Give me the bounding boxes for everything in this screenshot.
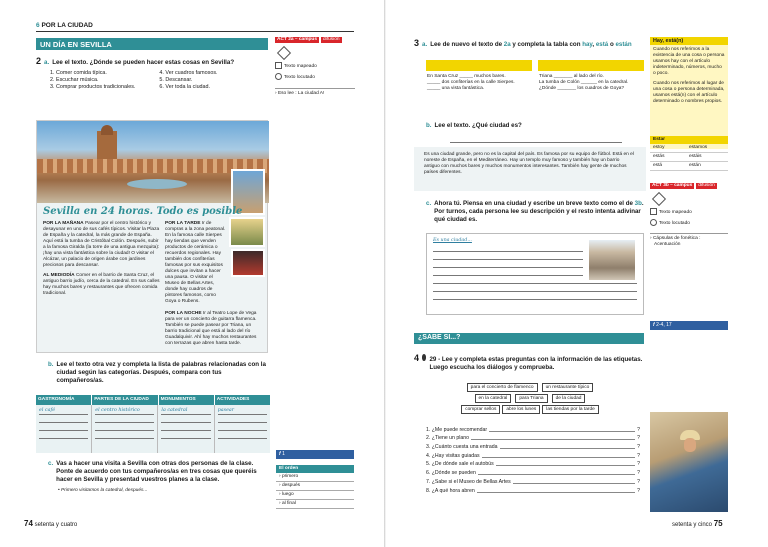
exercise-2b: [48, 361, 270, 385]
section-title: UN DÍA EN SEVILLA: [36, 38, 268, 50]
example-entry: la catedral: [161, 408, 210, 415]
exercise-3b: [426, 122, 646, 143]
exercise-letter: c.: [48, 460, 54, 467]
description-text: Es una ciudad grande, pero no es la capital del país. Es famosa por su equipo de fútbol. Está en el noreste de España, en el Mediterráneo. Hay un templo muy famoso y también hay un barrio antiguo con muchos bares y muchos monumentos interesantes. También hay gente de muchos países diferentes.: [424, 152, 634, 175]
question-row[interactable]: 6. ¿Dónde se pueden ?: [426, 470, 640, 477]
verb-form: estáis: [689, 154, 702, 159]
time-heading: AL MEDIODÍA: [43, 273, 75, 278]
estar-table: [650, 136, 728, 171]
mapped-text-link[interactable]: Texto mapeado: [659, 209, 692, 215]
keyword: está: [595, 41, 609, 48]
time-heading: POR LA MAÑANA: [43, 221, 84, 226]
answer-tag[interactable]: para el concierto de flamenco: [467, 383, 538, 392]
footer-left: [24, 519, 77, 528]
question-row[interactable]: 3. ¿Cuánto cuesta una entrada ?: [426, 444, 640, 451]
audio-play-icon[interactable]: [422, 354, 426, 361]
verb-form: está: [653, 163, 663, 168]
audio-icon: [275, 73, 282, 80]
footer-right: [672, 519, 723, 528]
example-entry: pasear: [218, 408, 267, 415]
exercise-instruction: Lee el texto otra vez y completa la lista de palabras relacionadas con la ciudad según las categorías. Después, compara con tus compañeros/as.: [56, 361, 266, 384]
question-row[interactable]: 7. ¿Sabe si el Museo de Bellas Artes ?: [426, 478, 640, 485]
eso-lee-link[interactable]: Eso lee : La ciudad A!: [277, 90, 325, 96]
exercise-4: [414, 353, 646, 372]
ref-badge: [650, 321, 728, 330]
question-text: 4. ¿Hay visitas guiadas: [426, 452, 480, 459]
fill-sentence: La tumba de Colón ______ en la catedral.: [539, 80, 629, 85]
cube-icon: [277, 46, 291, 60]
book-icon: 𝒇: [279, 451, 281, 457]
question-row[interactable]: 4. ¿Hay visitas guiadas ?: [426, 452, 640, 459]
campus-label: ACT 3b – campus: [652, 183, 693, 188]
instruction-part: . Por turnos, cada persona lee su descripción y el resto intenta adivinar qué ciudad es.: [434, 200, 644, 223]
page-number: 74: [24, 519, 33, 528]
answer-tag[interactable]: las tiendas por la tarde: [542, 405, 599, 414]
campus-badge: difusión: [698, 183, 715, 188]
hay-esta-table: [426, 60, 644, 112]
book-icon: 𝒇: [653, 322, 655, 328]
verb-form: estoy: [653, 145, 665, 150]
question-row[interactable]: 1. ¿Me puede recomendar ?: [426, 426, 640, 433]
exercise-3a: [414, 38, 644, 49]
fill-sentence: ¿Dónde _______ los cuadros de Goya?: [539, 86, 625, 91]
question-text: 2. ¿Tiene un plano: [426, 435, 470, 442]
recorded-text-link[interactable]: Texto locutado: [659, 220, 690, 226]
campus-box-2a: ACT 2a – campus difusión Texto mapeado Texto locutado › Eso lee : La ciudad A!: [275, 37, 355, 117]
column-header: PARTES DE LA CIUDAD: [92, 395, 158, 405]
exercise-letter: a.: [422, 41, 428, 48]
campus-badge: difusión: [323, 37, 340, 42]
verb-form: estamos: [689, 145, 708, 150]
answer-tag[interactable]: abre los lunes: [502, 405, 540, 414]
page-gutter: [384, 0, 386, 547]
question-text: 6. ¿Dónde se pueden: [426, 470, 476, 477]
exercise-number: 4: [414, 353, 420, 363]
answer-tag[interactable]: de la ciudad: [552, 394, 586, 403]
exercise-ref: 2a: [503, 41, 511, 48]
street-city-photo: [587, 238, 637, 282]
order-box: El orden › primero › después › luego › al final: [276, 465, 354, 517]
answer-tag[interactable]: comprar sellos: [461, 405, 500, 414]
article-paragraph: Ir de compras a la zona peatonal. En la famosa calle Sierpes hay tiendas que venden productos de cerámica o recuerdos regionales. Hay también dos confiterías famosas por sus exquisitos dulces que invitan a hacer una pausa. O visitar el Museo de Bellas Artes, donde hay cuadros de pintores famosos, como Goya o Rubens.: [165, 221, 226, 304]
exercise-3c: [426, 200, 648, 224]
question-row[interactable]: 8. ¿A qué hora abren ?: [426, 487, 640, 494]
page-number: 75: [713, 519, 723, 528]
question-text: 1. ¿Me puede recomendar: [426, 426, 488, 433]
answer-tag[interactable]: un restaurante típico: [542, 383, 594, 392]
recorded-text-link[interactable]: Texto locutado: [284, 74, 315, 80]
question-text: 7. ¿Sabe si el Museo de Bellas Artes: [426, 478, 511, 485]
column-header: GASTRONOMÍA: [36, 395, 92, 405]
article-box: [36, 120, 268, 353]
order-word: primero: [281, 474, 299, 479]
exercise-2a: [36, 56, 270, 91]
category-table: [36, 395, 270, 453]
order-title: El orden: [276, 465, 354, 473]
verb-form: están: [689, 163, 701, 168]
instruction-part: Ahora tú. Piensa en una ciudad y escribe un breve texto como el de: [434, 200, 635, 207]
instruction-part: Lee de nuevo el texto de: [430, 41, 504, 48]
answer-tag[interactable]: para Triana: [515, 394, 547, 403]
question-list: [426, 424, 640, 494]
task-item: 2. Escuchar música.: [50, 77, 99, 83]
article-paragraph: Pasear por el centro histórico y desayunar en uno de sus cafés típicos. Visitar la Plaza de España y la catedral, la más grande de España. Aquí está la tumba de Cristóbal Colón. Después, subir a la famosa Giralda (la torre de una antigua mezquita): ¡hay una vista fantástica sobre la ciudad! O visitar el Alcázar, un palacio de origen árabe con jardines preciosos para descansar.: [43, 221, 160, 268]
traveler-photo: [650, 412, 728, 512]
exercise-ref: 3b: [634, 200, 642, 207]
order-word: luego: [281, 492, 294, 497]
exercise-number: 2: [36, 56, 42, 66]
time-heading: POR LA NOCHE: [165, 311, 202, 316]
question-text: 5. ¿De dónde sale el autobús: [426, 461, 494, 468]
exercise-letter: b.: [48, 361, 54, 368]
example-entry: el centro histórico: [95, 408, 154, 415]
document-icon: [275, 62, 282, 69]
instruction-part: o: [608, 41, 616, 48]
exercise-instruction: Lee el texto. ¿Dónde se pueden hacer estas cosas en Sevilla?: [52, 59, 235, 66]
answer-tag[interactable]: en la catedral: [475, 394, 512, 403]
grammar-text: Cuando nos referimos al lugar de una cosa o persona determinada, usamos está(n) con el artículo determinado o nombres propios.: [653, 81, 725, 104]
example-entry: el café: [39, 408, 88, 415]
ref-number: 1: [282, 451, 285, 457]
instruction-part: y completa la tabla con: [510, 41, 583, 48]
phonetics-link[interactable]: Cápsulas de fonética :: [652, 235, 701, 241]
city-description: [414, 147, 646, 191]
question-row[interactable]: 2. ¿Tiene un plano ?: [426, 435, 640, 442]
article-paragraph: Ir al Teatro Lope de Vega para ver un concierto de guitarra flamenca. También se puede pasear por Triana, un barrio tradicional que está al lado del río Guadalquivir. Ahí hay muchos restaurantes con terrazas que abren hasta tarde.: [165, 311, 257, 346]
exercise-letter: c.: [426, 200, 432, 207]
time-heading: POR LA TARDE: [165, 221, 201, 226]
question-text: 8. ¿A qué hora abren: [426, 487, 475, 494]
exercise-2c: [48, 460, 270, 494]
task-item: 5. Descansar.: [159, 77, 193, 83]
exercise-number: 3: [414, 38, 420, 48]
fill-sentence: Triana _______ al lado del río.: [539, 74, 604, 79]
task-item: 3. Comprar productos tradicionales.: [50, 84, 136, 90]
task-item: 1. Comer comida típica.: [50, 70, 107, 76]
ref-badge: [276, 450, 354, 459]
task-item: 6. Ver toda la ciudad.: [159, 84, 211, 90]
page-number-words: setenta y cinco: [672, 522, 713, 528]
example-sentence: • Primero visitamos la catedral, después...: [58, 488, 148, 493]
grammar-title: Hay, está(n): [650, 37, 728, 45]
estar-title: Estar: [650, 136, 728, 144]
document-icon: [650, 208, 657, 215]
exercise-instruction: Vas a hacer una visita a Sevilla con otras dos personas de la clase. Ponte de acuerdo con tus compañeros/as en tres cosas que queréis hacer en Sevilla y presentad vuestros planes a la clase.: [56, 460, 257, 483]
task-item: 4. Ver cuadros famosos.: [159, 70, 218, 76]
keyword: hay: [582, 41, 593, 48]
campus-label: ACT 2a – campus: [277, 37, 317, 42]
audio-track: 29: [429, 356, 437, 363]
exercise-letter: b.: [426, 122, 432, 129]
unit-header: [36, 22, 354, 32]
fill-sentence: _____ una vista fantástica.: [427, 86, 485, 91]
order-word: al final: [281, 501, 296, 506]
page-number-words: setenta y cuatro: [34, 522, 78, 528]
audio-icon: [650, 219, 657, 226]
fill-sentence: _____ dos confiterías en la calle Sierpes.: [427, 80, 515, 85]
mapped-text-link[interactable]: Texto mapeado: [284, 63, 317, 69]
question-text: 3. ¿Cuánto cuesta una entrada: [426, 444, 498, 451]
fill-sentence: En Santa Cruz _____ muchos bares.: [427, 74, 506, 79]
unit-title: POR LA CIUDAD: [41, 22, 93, 29]
grammar-box: [650, 37, 728, 149]
question-row[interactable]: 5. ¿De dónde sale el autobús ?: [426, 461, 640, 468]
unit-number: 6: [36, 22, 40, 29]
keyword: están: [615, 41, 632, 48]
sabe-si-header: ¿SABE SI...?: [414, 333, 644, 344]
cube-icon: [652, 192, 666, 206]
tag-cloud: [430, 383, 630, 414]
phonetics-topic: Acentuación: [654, 241, 681, 247]
writing-area[interactable]: [426, 233, 644, 315]
ref-number: 2-4, 17: [656, 322, 672, 328]
exercise-instruction: - Lee y completa estas preguntas con la información de las etiquetas. Luego escucha los diálogos y comprueba.: [429, 356, 643, 371]
article-paragraph: Comer en el barrio de Santa Cruz, el antiguo barrio judío, cerca de la catedral. En sus calles hay muchos bares y restaurantes que ofrecen comida tradicional.: [43, 273, 160, 296]
street-photo: [229, 217, 265, 247]
grammar-text: Cuando nos referimos a la existencia de una cosa o persona usamos hay con el artículo indeterminado, números, mucho o poco.: [653, 47, 725, 76]
article-title: Sevilla en 24 horas. Todo es posible: [43, 206, 243, 217]
order-word: después: [281, 483, 301, 488]
column-header: MONUMENTOS: [159, 395, 215, 405]
exercise-instruction: Lee el texto. ¿Qué ciudad es?: [434, 122, 522, 129]
instruction-part: ,: [592, 41, 596, 48]
flamenco-photo: [231, 249, 265, 277]
column-header: ACTIVIDADES: [215, 395, 270, 405]
verb-form: estás: [653, 154, 665, 159]
writing-example: Es una ciudad...: [433, 238, 472, 243]
campus-box-3b: ACT 3b – campus difusión Texto mapeado Texto locutado › Cápsulas de fonética : Acentuación: [650, 183, 728, 283]
exercise-letter: a.: [44, 59, 50, 66]
